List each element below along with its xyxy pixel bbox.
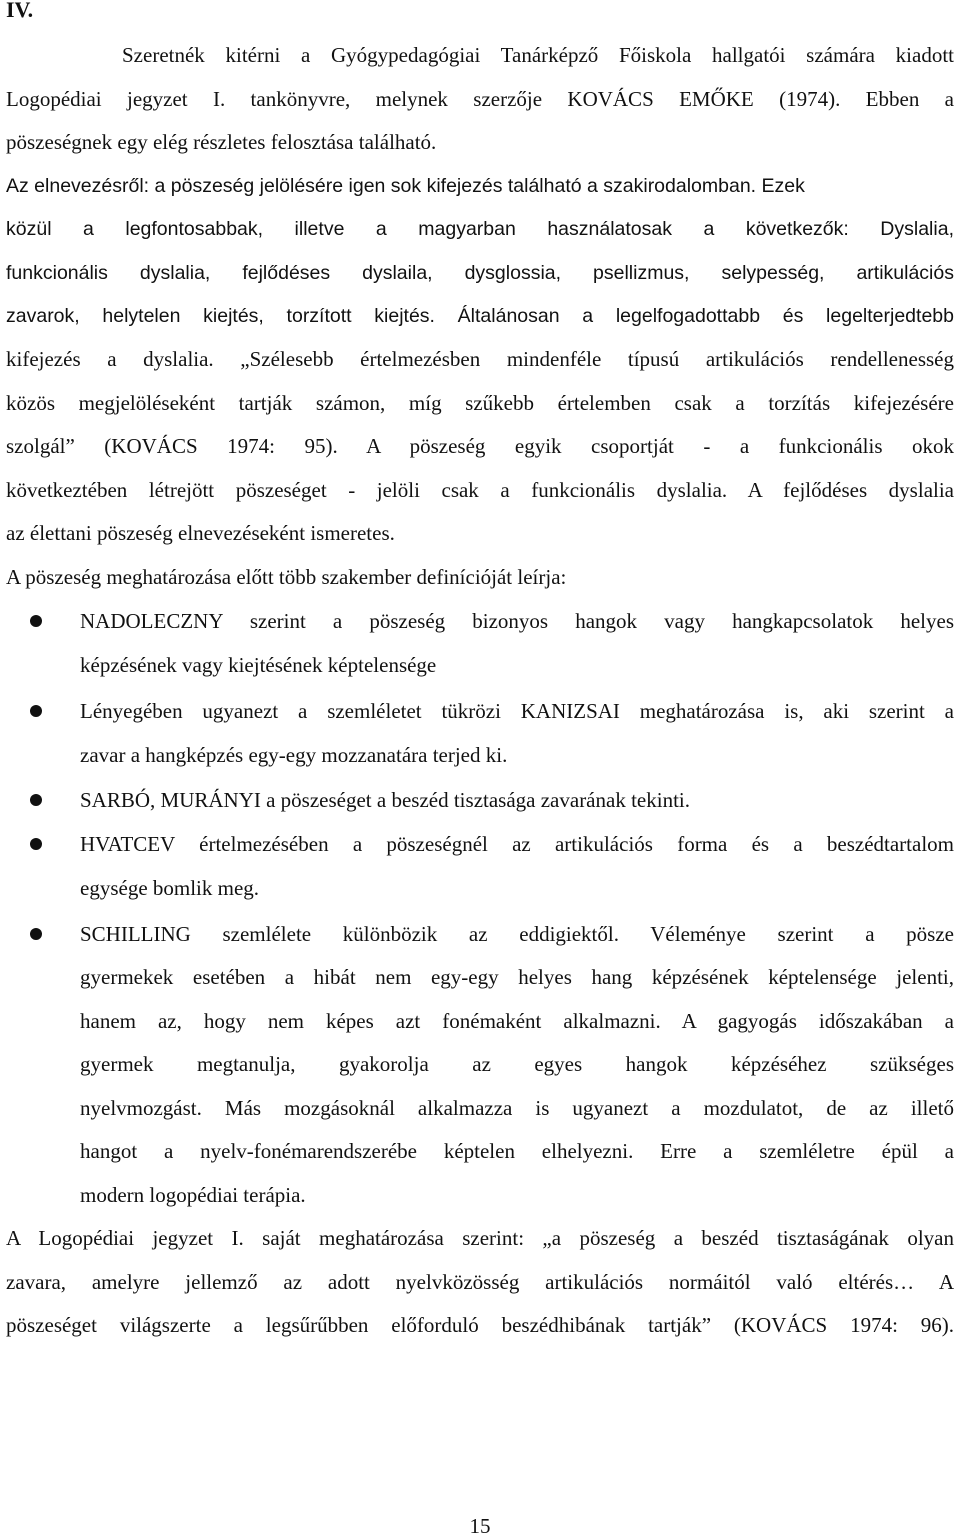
bullet-line: Lényegében ugyanezt a szemléletet tükrözi KANIZSAI meghatározása is, aki szerint a [80, 699, 954, 723]
page-number: 15 [469, 1514, 491, 1538]
bullet-line: nyelvmozgást. Más mozgásoknál alkalmazza is ugyanezt a mozdulatot, de az illető [80, 1096, 954, 1120]
bullet-dot [30, 928, 42, 940]
paragraph-2-line: funkcionális dyslalia, fejlődéses dyslaila, dysglossia, psellizmus, selypesség, artikulációs [6, 262, 954, 284]
paragraph-2-line: szolgál” (KOVÁCS 1974: 95). A pöszeség egyik csoportját - a funkcionális okok [6, 434, 954, 458]
paragraph-2-line: zavarok, helytelen kiejtés, torzított kiejtés. Általánosan a legelfogadottabb és legelterjedtebb [6, 305, 954, 327]
bullet-dot [30, 615, 42, 627]
paragraph-2-line: közül a legfontosabbak, illetve a magyarban használatosak a következők: Dyslalia, [6, 218, 954, 240]
paragraph-4-line: A Logopédiai jegyzet I. saját meghatározása szerint: „a pöszeség a beszéd tisztaságának olyan [6, 1226, 954, 1250]
section-heading: IV. [6, 0, 34, 22]
paragraph-2-line: az élettani pöszeség elnevezéseként ismeretes. [6, 521, 395, 545]
paragraph-2-line: Az elnevezésről: a pöszeség jelölésére igen sok kifejezés található a szakirodalomban. Ezek [6, 175, 805, 197]
bullet-line: gyermek megtanulja, gyakorolja az egyes hangok képzéséhez szükséges [80, 1052, 954, 1076]
paragraph-1-line: Logopédiai jegyzet I. tankönyvre, melynek szerzője KOVÁCS EMŐKE (1974). Ebben a [6, 87, 954, 111]
bullet-line: hangot a nyelv-fonémarendszerébe képtelen elhelyezni. Erre a szemléletre épül a [80, 1139, 954, 1163]
paragraph-1-line: pöszeségnek egy elég részletes felosztása található. [6, 130, 437, 154]
bullet-dot [30, 838, 42, 850]
paragraph-2-line: következtében létrejött pöszeséget - jelöli csak a funkcionális dyslalia. A fejlődéses dyslalia [6, 478, 954, 502]
bullet-dot [30, 705, 42, 717]
bullet-dot [30, 794, 42, 806]
paragraph-2-line: kifejezés a dyslalia. „Szélesebb értelmezésben mindenféle típusú artikulációs rendellenesség [6, 347, 954, 371]
paragraph-1-line: Szeretnék kitérni a Gyógypedagógiai Tanárképző Főiskola hallgatói számára kiadott [122, 43, 954, 67]
bullet-line: zavar a hangképzés egy-egy mozzanatára terjed ki. [80, 743, 508, 767]
bullet-line: NADOLECZNY szerint a pöszeség bizonyos hangok vagy hangkapcsolatok helyes [80, 609, 954, 633]
bullet-line: egysége bomlik meg. [80, 876, 260, 900]
bullet-line: modern logopédiai terápia. [80, 1183, 306, 1207]
bullet-line: képzésének vagy kiejtésének képtelensége [80, 653, 437, 677]
paragraph-2-line: közös megjelöléseként tartják számon, míg szűkebb értelemben csak a torzítás kifejezésére [6, 391, 954, 415]
bullet-line: gyermekek esetében a hibát nem egy-egy helyes hang képzésének képtelensége jelenti, [80, 965, 954, 989]
paragraph-3-line: A pöszeség meghatározása előtt több szakember definícióját leírja: [6, 565, 567, 589]
bullet-line: SCHILLING szemlélete különbözik az eddigiektől. Véleménye szerint a pösze [80, 922, 954, 946]
bullet-line: hanem az, hogy nem képes azt fonémaként alkalmazni. A gagyogás időszakában a [80, 1009, 954, 1033]
bullet-line: HVATCEV értelmezésében a pöszeségnél az artikulációs forma és a beszédtartalom [80, 832, 954, 856]
paragraph-4-line: zavara, amelyre jellemző az adott nyelvközösség artikulációs normáitól való eltérés… A [6, 1270, 954, 1294]
paragraph-4-line: pöszeséget világszerte a legsűrűbben előforduló beszédhibának tartják” (KOVÁCS 1974: 96). [6, 1313, 954, 1337]
bullet-line: SARBÓ, MURÁNYI a pöszeséget a beszéd tisztasága zavarának tekinti. [80, 788, 690, 812]
